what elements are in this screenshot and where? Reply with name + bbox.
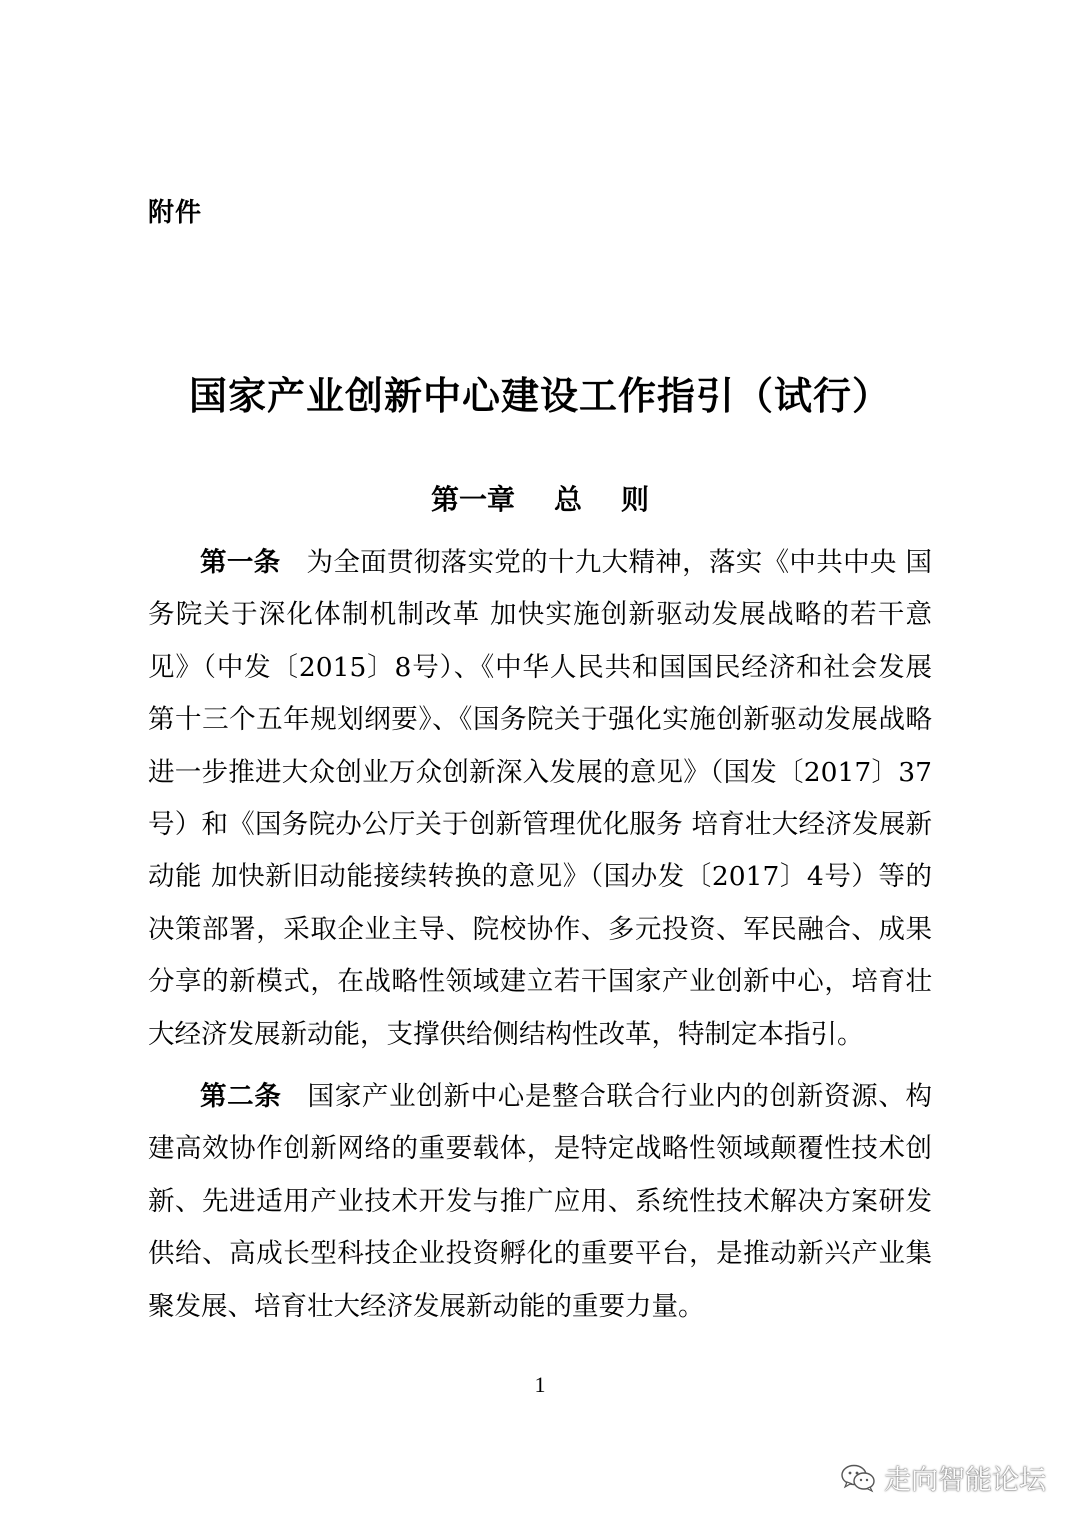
wechat-icon — [840, 1463, 876, 1493]
article-2 — [148, 1071, 932, 1333]
article-2-number: 第二条 — [200, 1081, 282, 1112]
article-1 — [148, 537, 932, 1061]
article-1-number: 第一条 — [200, 547, 281, 578]
article-2-text: 国家产业创新中心是整合联合行业内的创新资源、构建高效协作创新网络的重要载体，是特定战略性领域颠覆性技术创新、先进适用产业技术开发与推广应用、系统性技术解决方案研发供给、高成长型科技企业投资孵化的重要平台，是推动新兴产业集聚发展、培育壮大经济发展新动能的重要力量。 — [148, 1081, 933, 1322]
article-1-text: 为全面贯彻落实党的十九大精神，落实《中共中央 国务院关于深化体制机制改革 加快实施创新驱动发展战略的若干意见》（中发〔2015〕8号）、《中华人民共和国国民经济和社会发展第十三个五年规划纲要》、《国务院关于强化实施创新驱动发展战略进一步推进大众创业万众创新深入发展的意见》（国发〔2017〕37号）和《国务院办公厅关于创新管理优化服务 培育壮大经济发展新动能 加快新旧动能接续转换的意见》（国办发〔2017〕4号）等的决策部署，采取企业主导、院校协作、多元投资、军民融合、成果分享的新模式，在战略性领域建立若干国家产业创新中心，培育壮大经济发展新动能，支撑供给侧结构性改革，特制定本指引。 — [148, 547, 932, 1050]
watermark-text: 走向智能论坛 — [884, 1465, 1046, 1496]
watermark — [840, 1458, 1046, 1497]
attachment-label: 附件 — [148, 198, 203, 228]
page-number: 1 — [534, 1372, 546, 1397]
chapter-heading: 第一章 总 则 — [431, 483, 649, 516]
document-title: 国家产业创新中心建设工作指引（试行） — [188, 374, 891, 418]
